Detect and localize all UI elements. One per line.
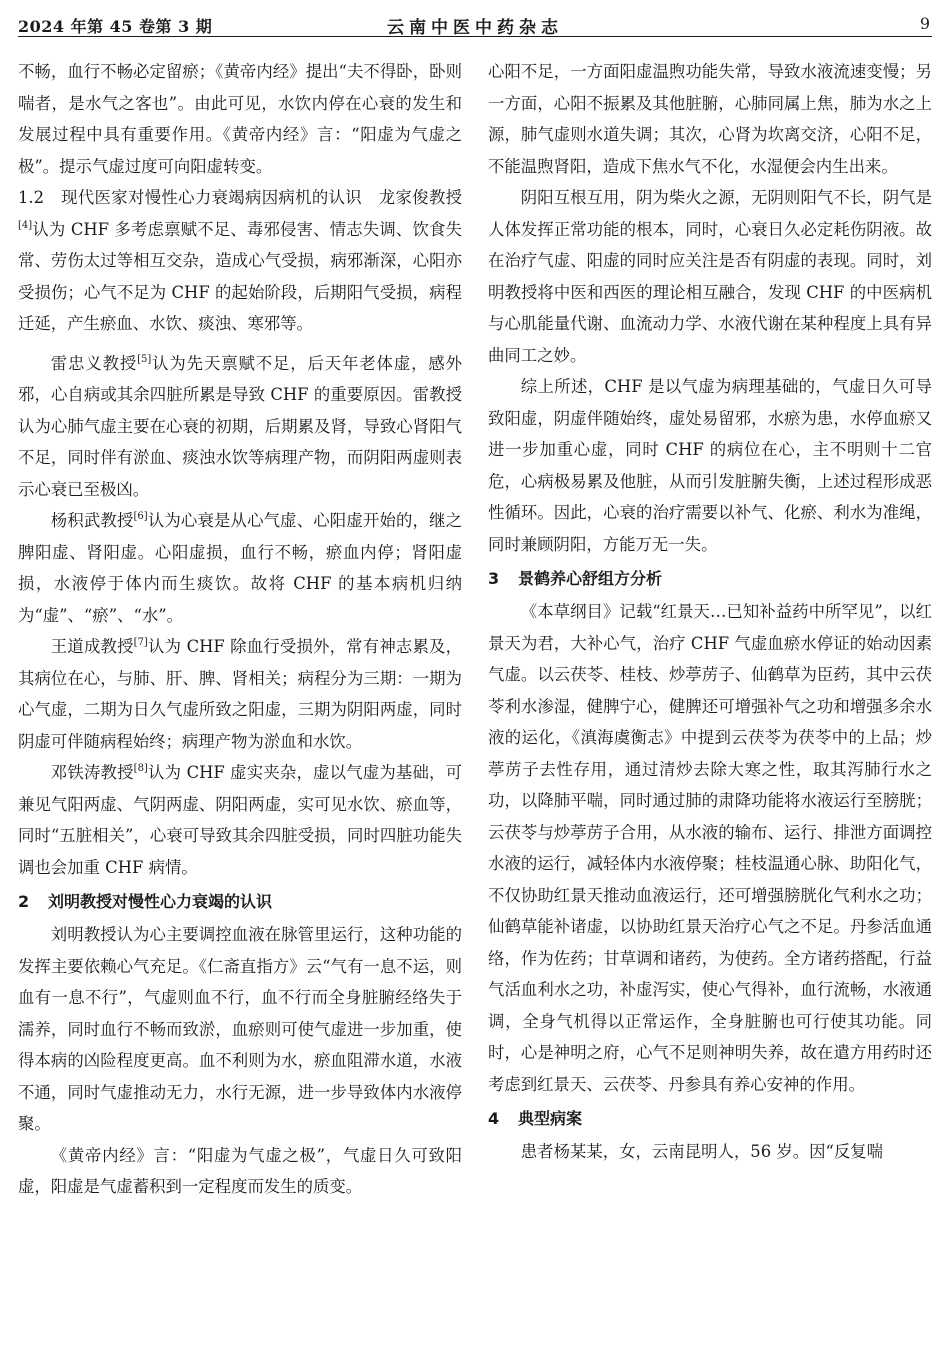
paragraph: 心阳不足，一方面阳虚温煦功能失常，导致水液流速变慢；另一方面，心阳不振累及其他脏腑，心肺同属上焦，肺为水之上源，肺气虚则水道失调；其次，心肾为坎离交济，心阳不足，不能温煦肾阳，造成下焦水气不化，水湿便会内生出来。 xyxy=(488,62,932,176)
paragraph: 《黄帝内经》言：“阳虚为气虚之极”，气虚日久可致阳虚，阳虚是气虚蓄积到一定程度而发生的质变。 xyxy=(18,1145,462,1196)
paragraph: 杨积武教授[6]认为心衰是从心气虚、心阳虚开始的，继之脾阳虚、肾阳虚。心阳虚损，血行不畅，瘀血内停；肾阳虚损，水液停于体内而生痰饮。故将 CHF 的基本病机归纳为“虚”、“瘀”、“水”。 xyxy=(18,511,463,625)
paragraph: 邓铁涛教授[8]认为 CHF 虚实夹杂，虚以气虚为基础，可兼见气阳两虚、气阴两虚、阴阳两虚，实可见水饮、瘀血等，同时“五脏相关”，心衰可导致其余四脏受损，同时四脏功能失调也会加重 CHF 病情。 xyxy=(18,763,462,877)
journal-issue: 2024 年第 45 卷第 3 期 xyxy=(18,17,213,36)
paragraph: 综上所述，CHF 是以气虚为病理基础的，气虚日久可导致阳虚，阴虚伴随始终，虚处易留邪，水瘀为患，水停血瘀又进一步加重心虚，同时 CHF 的病位在心，主不明则十二官危，心病极易累及他脏，从而引发脏腑失衡，上述过程形成恶性循环。因此，心衰的治疗需要以补气、化瘀、利水为准绳，同时兼顾阴阳，方能万无一失。 xyxy=(488,377,932,554)
paragraph: 雷忠义教授[5]认为先天禀赋不足，后天年老体虚，感外邪，心自病或其余四脏所累是导致 CHF 的重要原因。雷教授认为心肺气虚主要在心衰的初期，后期累及肾，导致心肾阳气不足，同时伴有淤血、痰浊水饮等病理产物，而阴阳两虚则表示心衰已至极凶。 xyxy=(18,353,463,499)
paragraph: 刘明教授认为心主要调控血液在脉管里运行，这种功能的发挥主要依赖心气充足。《仁斋直指方》云“气有一息不运，则血有一息不行”，气虚则血不行，血不行而全身脏腑经络失于濡养，同时血行不畅而致淤，血瘀则可使气虚进一步加重，使得本病的凶险程度更高。血不利则为水，瘀血阻滞水道，水液不通，同时气虚推动无力，水行无源，进一步导致体内水液停聚。 xyxy=(18,925,462,1133)
right-column xyxy=(488,56,932,1168)
citation: [4] xyxy=(18,219,33,231)
section-4-heading: 4 典型病案 xyxy=(488,1109,583,1128)
section-3-heading: 3 景鹤养心舒组方分析 xyxy=(488,569,663,588)
citation: [6] xyxy=(133,511,148,522)
page-header xyxy=(18,10,932,37)
section-2-heading: 2 刘明教授对慢性心力衰竭的认识 xyxy=(18,892,273,911)
citation: [5] xyxy=(137,353,152,365)
section-1-2-heading: 1.2 现代医家对慢性心力衰竭病因病机的认识 xyxy=(18,188,363,207)
citation: [8] xyxy=(133,763,148,774)
citation: [7] xyxy=(133,637,148,648)
paragraph: 《本草纲目》记载“红景天…已知补益药中所罕见”，以红景天为君，大补心气，治疗 CHF 气虚血瘀水停证的始动因素气虚。以云茯苓、桂枝、炒葶苈子、仙鹤草为臣药，其中云茯苓利水渗湿，健脾宁心，健脾还可增强补气之功和增强多余水液的运化，《滇海虞衡志》中提到云茯苓为茯苓中的上品；炒葶苈子去性存用，通过清炒去除大寒之性，取其泻肺行水之功，以降肺平喘，同时通过肺的肃降功能将水液运行至膀胱；云茯苓与炒葶苈子合用，从水液的输布、运行、排泄方面调控水液的运行，减轻体内水液停聚；桂枝温通心脉、助阳化气，不仅协助红景天推动血液运行，还可增强膀胱化气利水之功；仙鹤草能补诸虚，以协助红景天治疗心气之不足。丹参活血通络，作为佐药；甘草调和诸药，为使药。全方诸药搭配，行益气活血利水之功，补虚泻实，使心气得补，血行流畅，水液通调，全身气机得以正常运作，全身脏腑也可行使其功能。同时，心是神明之府，心气不足则神明失养，故在遣方用药时还考虑到红景天、云茯苓、丹参具有养心安神的作用。 xyxy=(488,602,932,1094)
paragraph: 不畅，血行不畅必定留瘀；《黄帝内经》提出“夫不得卧，卧则喘者，是水气之客也”。由此可见，水饮内停在心衰的发生和发展过程中具有重要作用。《黄帝内经》言：“阳虚为气虚之极”。提示气虚过度可向阳虚转变。 xyxy=(18,62,462,176)
section-1-2-paragraph: 1.2 现代医家对慢性心力衰竭病因病机的认识 龙家俊教授[4]认为 CHF 多考虑禀赋不足、毒邪侵害、情志失调、饮食失常、劳伤太过等相互交杂，造成心气受损，病邪渐深，心阳亦受损伤；心气不足为 CHF 的起始阶段，后期阳气受损，病程迁延，产生瘀血、水饮、痰浊、寒邪等。 xyxy=(18,188,462,333)
left-column xyxy=(18,56,462,1203)
paragraph: 患者杨某某，女，云南昆明人，56 岁。因“反复喘 xyxy=(520,1142,884,1161)
paragraph: 阴阳互根互用，阴为柴火之源，无阴则阳气不长，阴气是人体发挥正常功能的根本，同时，心衰日久必定耗伤阴液。故在治疗气虚、阳虚的同时应关注是否有阴虚的表现。同时，刘明教授将中医和西医的理论相互融合，发现 CHF 的中医病机与心肌能量代谢、血流动力学、水液代谢在某种程度上具有异曲同工之妙。 xyxy=(488,188,932,365)
page-number: 9 xyxy=(919,14,930,33)
journal-title: 云南中医中药杂志 xyxy=(387,18,563,38)
paragraph: 王道成教授[7]认为 CHF 除血行受损外，常有神志累及，其病位在心，与肺、肝、脾、肾相关；病程分为三期：一期为心气虚，二期为日久气虚所致之阳虚，三期为阴阳两虚，同时阴虚可伴随病程始终；病理产物为淤血和水饮。 xyxy=(18,637,462,751)
